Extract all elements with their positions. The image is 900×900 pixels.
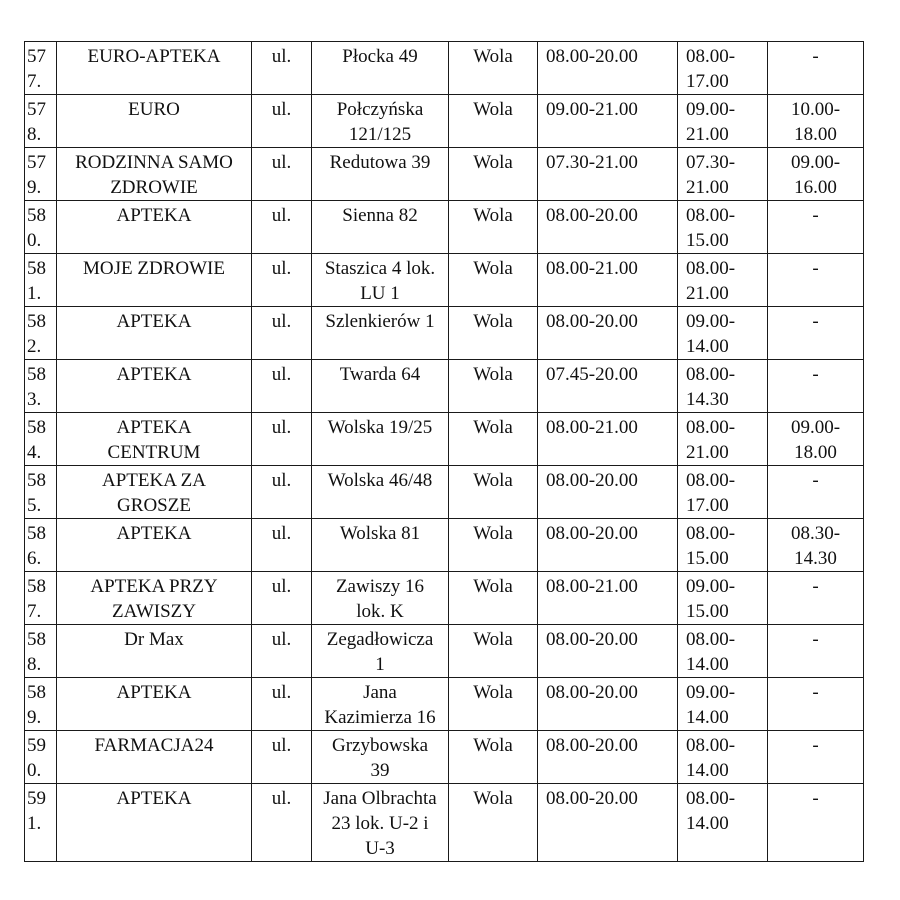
district-cell: Wola xyxy=(449,784,538,862)
sunday-hours-cell: - xyxy=(768,201,864,254)
street-prefix-cell: ul. xyxy=(252,307,312,360)
sunday-hours-cell: - xyxy=(768,678,864,731)
street-prefix-cell: ul. xyxy=(252,148,312,201)
table-row xyxy=(25,572,864,625)
weekday-hours-cell: 08.00-21.00 xyxy=(538,254,678,307)
district-cell: Wola xyxy=(449,254,538,307)
table-row xyxy=(25,148,864,201)
sunday-hours-cell: - xyxy=(768,731,864,784)
address-cell: Jana Olbrachta 23 lok. U-2 i U-3 xyxy=(312,784,449,862)
pharmacy-name-cell: APTEKA xyxy=(57,519,252,572)
pharmacy-name-cell: APTEKA xyxy=(57,307,252,360)
street-prefix-cell: ul. xyxy=(252,201,312,254)
street-prefix-cell: ul. xyxy=(252,731,312,784)
sunday-hours-cell: - xyxy=(768,307,864,360)
row-number-cell: 59 0. xyxy=(25,731,57,784)
weekday-hours-cell: 08.00-20.00 xyxy=(538,784,678,862)
address-cell: Grzybowska 39 xyxy=(312,731,449,784)
district-cell: Wola xyxy=(449,42,538,95)
sunday-hours-cell: - xyxy=(768,572,864,625)
sunday-hours-cell: - xyxy=(768,625,864,678)
sunday-hours-cell: - xyxy=(768,360,864,413)
address-cell: Twarda 64 xyxy=(312,360,449,413)
sunday-hours-cell: 09.00- 16.00 xyxy=(768,148,864,201)
saturday-hours-cell: 08.00- 14.30 xyxy=(678,360,768,413)
saturday-hours-cell: 08.00- 14.00 xyxy=(678,784,768,862)
weekday-hours-cell: 08.00-20.00 xyxy=(538,678,678,731)
street-prefix-cell: ul. xyxy=(252,254,312,307)
address-cell: Jana Kazimierza 16 xyxy=(312,678,449,731)
sunday-hours-cell: - xyxy=(768,254,864,307)
row-number-cell: 59 1. xyxy=(25,784,57,862)
saturday-hours-cell: 07.30- 21.00 xyxy=(678,148,768,201)
weekday-hours-cell: 08.00-20.00 xyxy=(538,466,678,519)
address-cell: Płocka 49 xyxy=(312,42,449,95)
saturday-hours-cell: 09.00- 14.00 xyxy=(678,307,768,360)
weekday-hours-cell: 08.00-20.00 xyxy=(538,731,678,784)
sunday-hours-cell: 08.30- 14.30 xyxy=(768,519,864,572)
row-number-cell: 58 5. xyxy=(25,466,57,519)
district-cell: Wola xyxy=(449,678,538,731)
sunday-hours-cell: - xyxy=(768,784,864,862)
district-cell: Wola xyxy=(449,466,538,519)
table-row xyxy=(25,519,864,572)
table-row xyxy=(25,360,864,413)
street-prefix-cell: ul. xyxy=(252,95,312,148)
weekday-hours-cell: 07.30-21.00 xyxy=(538,148,678,201)
table-row xyxy=(25,254,864,307)
table-row xyxy=(25,731,864,784)
saturday-hours-cell: 08.00- 21.00 xyxy=(678,413,768,466)
row-number-cell: 58 8. xyxy=(25,625,57,678)
district-cell: Wola xyxy=(449,519,538,572)
address-cell: Staszica 4 lok. LU 1 xyxy=(312,254,449,307)
table-row xyxy=(25,413,864,466)
pharmacy-name-cell: APTEKA xyxy=(57,201,252,254)
pharmacy-name-cell: RODZINNA SAMO ZDROWIE xyxy=(57,148,252,201)
pharmacy-name-cell: APTEKA xyxy=(57,678,252,731)
district-cell: Wola xyxy=(449,413,538,466)
street-prefix-cell: ul. xyxy=(252,466,312,519)
row-number-cell: 58 7. xyxy=(25,572,57,625)
pharmacy-table xyxy=(24,41,864,862)
weekday-hours-cell: 08.00-20.00 xyxy=(538,519,678,572)
address-cell: Zawiszy 16 lok. K xyxy=(312,572,449,625)
row-number-cell: 58 6. xyxy=(25,519,57,572)
row-number-cell: 58 4. xyxy=(25,413,57,466)
street-prefix-cell: ul. xyxy=(252,625,312,678)
pharmacy-name-cell: APTEKA PRZY ZAWISZY xyxy=(57,572,252,625)
sunday-hours-cell: 09.00- 18.00 xyxy=(768,413,864,466)
sunday-hours-cell: - xyxy=(768,42,864,95)
street-prefix-cell: ul. xyxy=(252,360,312,413)
address-cell: Wolska 81 xyxy=(312,519,449,572)
weekday-hours-cell: 08.00-20.00 xyxy=(538,42,678,95)
street-prefix-cell: ul. xyxy=(252,413,312,466)
street-prefix-cell: ul. xyxy=(252,784,312,862)
row-number-cell: 58 2. xyxy=(25,307,57,360)
address-cell: Wolska 19/25 xyxy=(312,413,449,466)
saturday-hours-cell: 09.00- 15.00 xyxy=(678,572,768,625)
pharmacy-name-cell: APTEKA xyxy=(57,784,252,862)
row-number-cell: 58 3. xyxy=(25,360,57,413)
saturday-hours-cell: 08.00- 15.00 xyxy=(678,201,768,254)
pharmacy-name-cell: EURO xyxy=(57,95,252,148)
table-row xyxy=(25,42,864,95)
table-row xyxy=(25,95,864,148)
table-row xyxy=(25,784,864,862)
saturday-hours-cell: 09.00- 21.00 xyxy=(678,95,768,148)
saturday-hours-cell: 08.00- 15.00 xyxy=(678,519,768,572)
weekday-hours-cell: 09.00-21.00 xyxy=(538,95,678,148)
table-row xyxy=(25,625,864,678)
street-prefix-cell: ul. xyxy=(252,678,312,731)
pharmacy-name-cell: APTEKA ZA GROSZE xyxy=(57,466,252,519)
row-number-cell: 58 9. xyxy=(25,678,57,731)
table-row xyxy=(25,307,864,360)
table-row xyxy=(25,678,864,731)
table-body xyxy=(25,42,864,862)
saturday-hours-cell: 08.00- 17.00 xyxy=(678,466,768,519)
district-cell: Wola xyxy=(449,731,538,784)
weekday-hours-cell: 08.00-20.00 xyxy=(538,201,678,254)
row-number-cell: 58 1. xyxy=(25,254,57,307)
sunday-hours-cell: 10.00- 18.00 xyxy=(768,95,864,148)
pharmacy-name-cell: APTEKA CENTRUM xyxy=(57,413,252,466)
saturday-hours-cell: 08.00- 17.00 xyxy=(678,42,768,95)
address-cell: Zegadłowicza 1 xyxy=(312,625,449,678)
row-number-cell: 57 9. xyxy=(25,148,57,201)
street-prefix-cell: ul. xyxy=(252,572,312,625)
weekday-hours-cell: 08.00-21.00 xyxy=(538,572,678,625)
saturday-hours-cell: 08.00- 14.00 xyxy=(678,731,768,784)
address-cell: Sienna 82 xyxy=(312,201,449,254)
weekday-hours-cell: 08.00-21.00 xyxy=(538,413,678,466)
district-cell: Wola xyxy=(449,360,538,413)
address-cell: Wolska 46/48 xyxy=(312,466,449,519)
address-cell: Szlenkierów 1 xyxy=(312,307,449,360)
weekday-hours-cell: 07.45-20.00 xyxy=(538,360,678,413)
pharmacy-name-cell: Dr Max xyxy=(57,625,252,678)
street-prefix-cell: ul. xyxy=(252,519,312,572)
weekday-hours-cell: 08.00-20.00 xyxy=(538,625,678,678)
district-cell: Wola xyxy=(449,307,538,360)
district-cell: Wola xyxy=(449,148,538,201)
saturday-hours-cell: 08.00- 21.00 xyxy=(678,254,768,307)
table-row xyxy=(25,466,864,519)
saturday-hours-cell: 08.00- 14.00 xyxy=(678,625,768,678)
district-cell: Wola xyxy=(449,201,538,254)
sunday-hours-cell: - xyxy=(768,466,864,519)
saturday-hours-cell: 09.00- 14.00 xyxy=(678,678,768,731)
district-cell: Wola xyxy=(449,95,538,148)
weekday-hours-cell: 08.00-20.00 xyxy=(538,307,678,360)
address-cell: Połczyńska 121/125 xyxy=(312,95,449,148)
pharmacy-name-cell: MOJE ZDROWIE xyxy=(57,254,252,307)
district-cell: Wola xyxy=(449,572,538,625)
pharmacy-name-cell: APTEKA xyxy=(57,360,252,413)
table-row xyxy=(25,201,864,254)
street-prefix-cell: ul. xyxy=(252,42,312,95)
row-number-cell: 57 7. xyxy=(25,42,57,95)
pharmacy-name-cell: FARMACJA24 xyxy=(57,731,252,784)
pharmacy-name-cell: EURO-APTEKA xyxy=(57,42,252,95)
district-cell: Wola xyxy=(449,625,538,678)
row-number-cell: 58 0. xyxy=(25,201,57,254)
row-number-cell: 57 8. xyxy=(25,95,57,148)
address-cell: Redutowa 39 xyxy=(312,148,449,201)
